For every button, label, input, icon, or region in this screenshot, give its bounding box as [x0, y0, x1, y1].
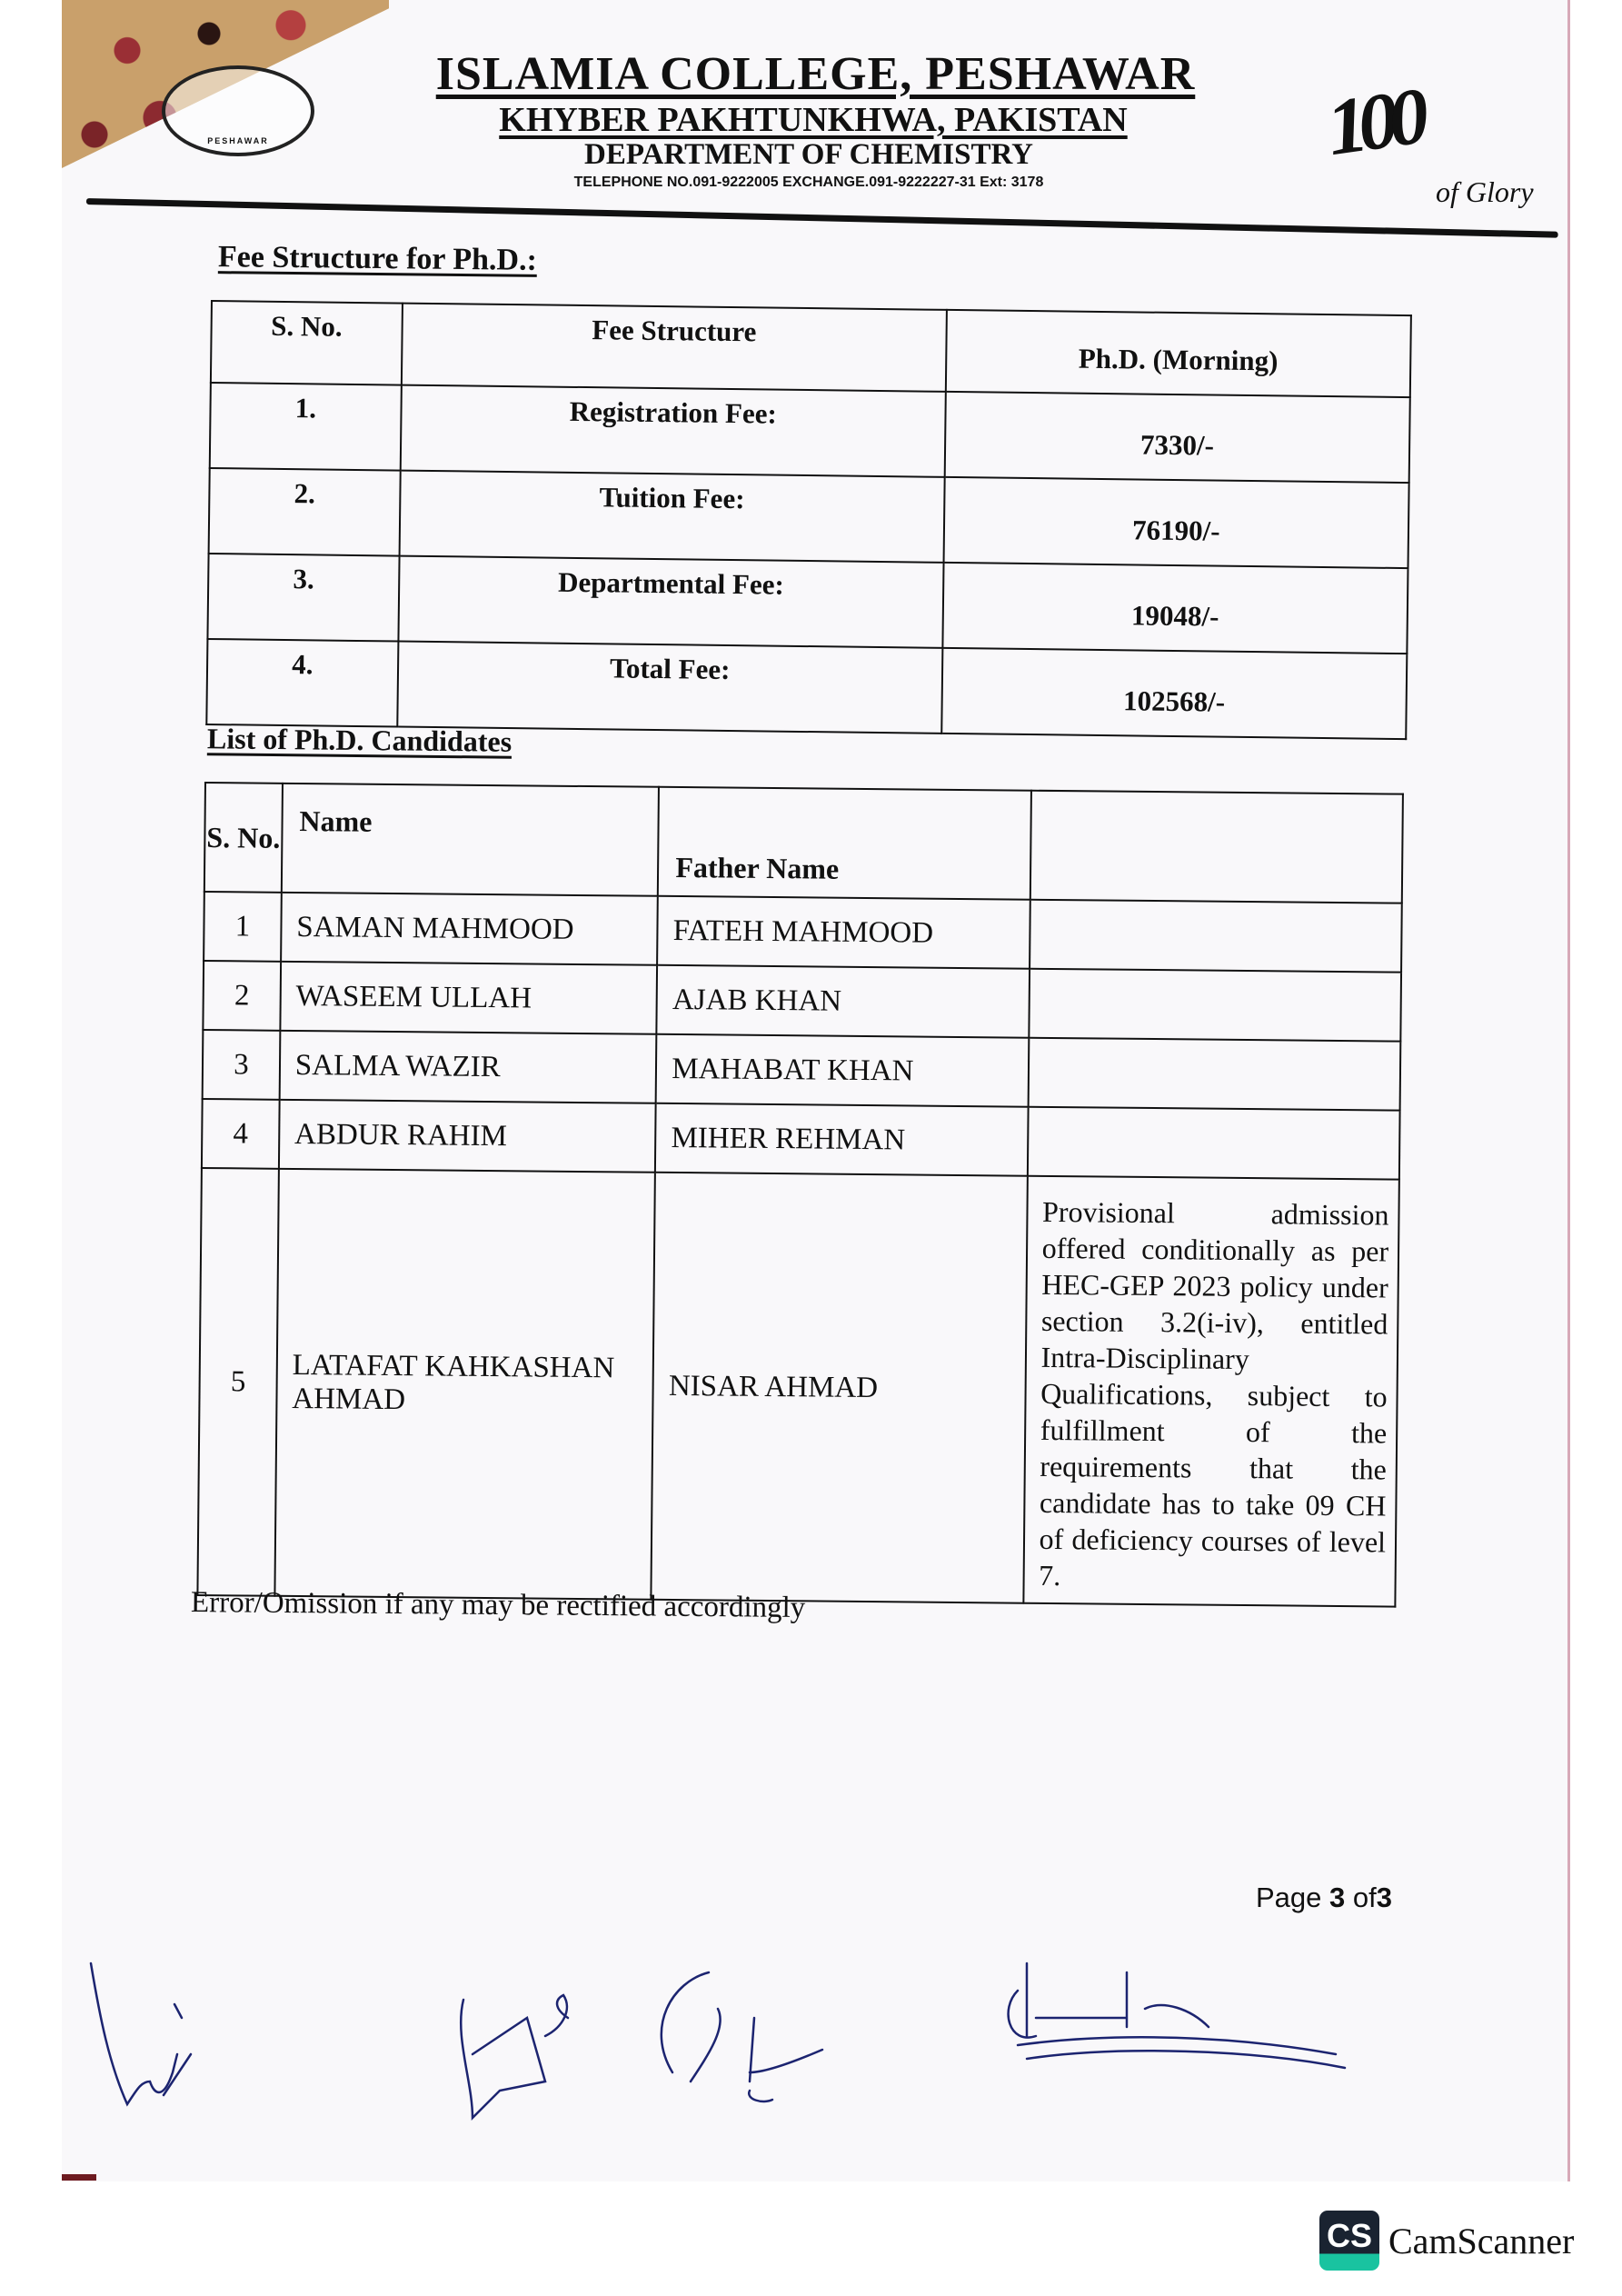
- fee-item: Total Fee:: [397, 642, 942, 734]
- candidate-father-name: NISAR AHMAD: [652, 1173, 1028, 1603]
- fee-row: [207, 554, 1408, 654]
- centenary-number: 100: [1321, 72, 1426, 174]
- candidate-sno: 4: [202, 1099, 280, 1169]
- page-prefix: Page: [1256, 1882, 1322, 1913]
- candidate-name: ABDUR RAHIM: [279, 1100, 656, 1173]
- fee-sno: 3.: [207, 554, 399, 642]
- college-seal-icon: [162, 65, 314, 156]
- candidate-name: WASEEM ULLAH: [280, 962, 657, 1034]
- candidate-father-name: FATEH MAHMOOD: [657, 896, 1030, 969]
- fee-sno: 4.: [206, 639, 398, 727]
- candidate-father-name: MAHABAT KHAN: [656, 1034, 1029, 1107]
- candidate-row: [202, 1099, 1400, 1180]
- signature-1: [91, 1963, 191, 2104]
- fee-sno: 1.: [210, 383, 402, 471]
- signature-4: [1009, 1963, 1345, 2068]
- col-remarks: [1030, 791, 1403, 903]
- fee-amount: 19048/-: [942, 563, 1408, 654]
- fee-section-title: Fee Structure for Ph.D.:: [217, 240, 538, 277]
- contact-line: TELEPHONE NO.091-9222005 EXCHANGE.091-9222227-31 Ext: 3178: [573, 175, 1044, 190]
- fee-item: Departmental Fee:: [398, 556, 943, 648]
- camscanner-watermark: [1319, 2211, 1574, 2271]
- candidate-name: LATAFAT KAHKASHAN AHMAD: [274, 1169, 655, 1600]
- seal-text: PESHAWAR: [207, 136, 269, 145]
- candidate-father-name: MIHER REHMAN: [655, 1103, 1028, 1176]
- col-name: Name: [282, 784, 660, 896]
- candidate-row: [204, 892, 1402, 973]
- candidate-sno: 2: [203, 961, 281, 1031]
- signatures: [73, 1945, 1390, 2127]
- page-number: [1256, 1882, 1392, 1914]
- candidate-name: SALMA WAZIR: [280, 1031, 657, 1103]
- candidates-table-header: [204, 783, 1403, 903]
- candidate-row: [197, 1168, 1398, 1607]
- scan-artifact: [62, 2174, 96, 2181]
- region-subtitle: KHYBER PAKHTUNKHWA, PAKISTAN: [499, 101, 1128, 139]
- page-of: of: [1352, 1882, 1377, 1913]
- institution-title: ISLAMIA COLLEGE, PESHAWAR: [435, 48, 1196, 100]
- candidate-sno: 5: [197, 1168, 278, 1596]
- candidates-table: [196, 782, 1404, 1608]
- camscanner-logo-icon: CS: [1319, 2211, 1379, 2271]
- department-name: DEPARTMENT OF CHEMISTRY: [584, 138, 1033, 171]
- candidate-name: SAMAN MAHMOOD: [281, 893, 658, 965]
- fee-sno: 2.: [209, 468, 401, 556]
- candidate-sno: 1: [204, 892, 282, 962]
- fee-row: [210, 383, 1410, 483]
- centenary-logo-icon: [1321, 68, 1545, 223]
- signature-2: [461, 1995, 568, 2118]
- candidate-row: [203, 1030, 1401, 1111]
- candidate-remark: [1030, 900, 1402, 973]
- page-current: 3: [1329, 1882, 1346, 1913]
- col-sno: S. No.: [211, 301, 403, 385]
- fee-item: Registration Fee:: [400, 385, 945, 477]
- fee-table-header: [211, 301, 1411, 397]
- candidate-remark: [1028, 1038, 1400, 1111]
- candidate-remark: [1027, 1107, 1399, 1180]
- fee-amount: 76190/-: [943, 477, 1408, 568]
- fee-amount: 102568/-: [941, 648, 1407, 739]
- fee-item: Tuition Fee:: [399, 471, 944, 563]
- camscanner-name: CamScanner: [1388, 2220, 1575, 2261]
- col-sno: S. No.: [204, 783, 283, 893]
- col-phd-morning: Ph.D. (Morning): [946, 310, 1411, 397]
- fee-amount: 7330/-: [944, 392, 1409, 483]
- centenary-tagline: of Glory: [1436, 175, 1534, 208]
- signature-3: [662, 1972, 822, 2101]
- candidate-father-name: AJAB KHAN: [657, 965, 1030, 1038]
- candidate-row: [203, 961, 1401, 1042]
- page-total: 3: [1376, 1882, 1393, 1913]
- col-fee-structure: Fee Structure: [402, 304, 947, 392]
- candidate-remark: [1029, 969, 1401, 1042]
- candidate-sno: 3: [203, 1030, 281, 1100]
- fee-table: [205, 300, 1412, 740]
- fee-row: [209, 468, 1409, 568]
- candidate-remark: Provisional admission offered conditionally as per HEC-GEP 2023 policy under section 3.2(i-iv), entitled Intra-Disciplinary Qualifications, subject to fulfillment of the requirements that the candidate has to take 09 CH of deficiency courses of level 7.: [1023, 1176, 1399, 1607]
- error-omission-note: Error/Omission if any may be rectified accordingly: [190, 1586, 806, 1624]
- paper-edge: [1567, 0, 1570, 2181]
- candidates-section-title: List of Ph.D. Candidates: [206, 722, 512, 758]
- col-father-name: Father Name: [658, 787, 1030, 900]
